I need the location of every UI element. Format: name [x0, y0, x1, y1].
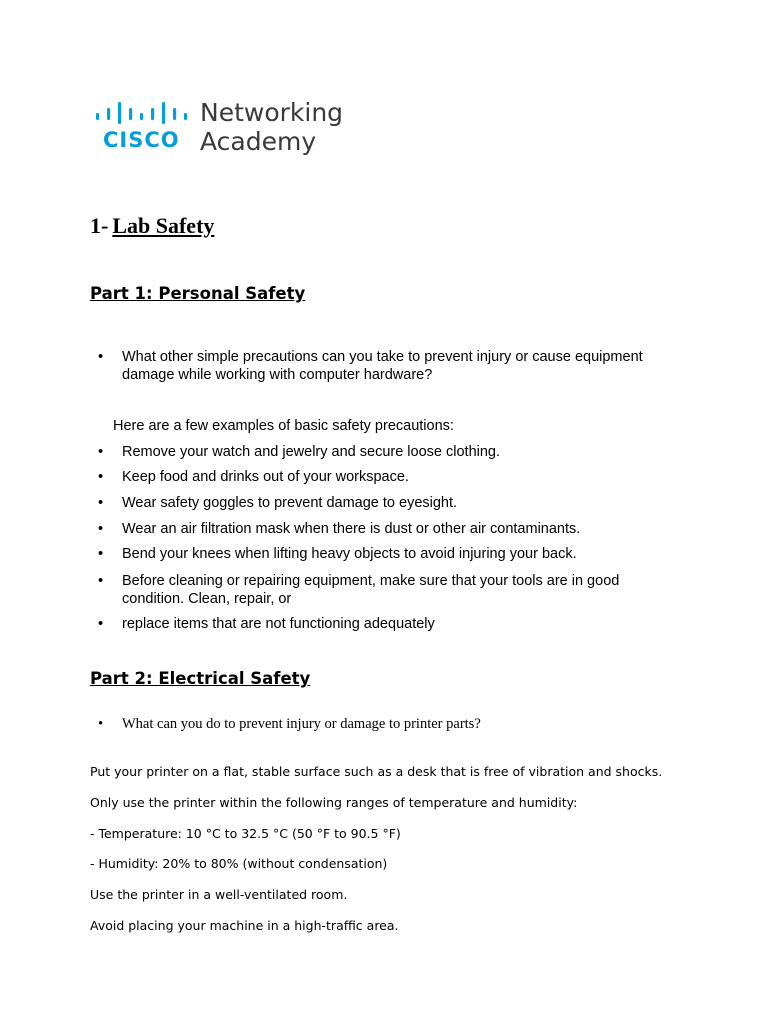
part2-question-text: What can you do to prevent injury or damage to printer parts?	[122, 716, 481, 732]
list-item-text: replace items that are not functioning adequately	[122, 616, 435, 632]
bullet-icon: •	[98, 616, 104, 632]
section-number: 1-	[90, 213, 109, 238]
logo-line-networking: Networking	[200, 98, 344, 127]
part1-question-text: What other simple precautions can you take to prevent injury or cause equipment damage while working with computer hardware?	[122, 349, 643, 383]
part2-paragraph: - Temperature: 10 °C to 32.5 °C (50 °F to 90.5 °F)	[90, 826, 401, 841]
section-title: Lab Safety	[112, 213, 215, 238]
list-item	[90, 468, 690, 486]
bullet-icon: •	[98, 495, 104, 511]
list-item-text: Remove your watch and jewelry and secure loose clothing.	[122, 444, 501, 460]
bullet-icon: •	[98, 521, 104, 537]
bullet-icon: •	[98, 469, 104, 485]
list-item	[90, 520, 690, 538]
bullet-icon: •	[98, 546, 104, 562]
bullet-icon: •	[98, 444, 104, 460]
bullet-icon: •	[98, 573, 104, 589]
list-item	[90, 494, 690, 512]
list-item-text: Wear safety goggles to prevent damage to eyesight.	[122, 495, 458, 511]
part2-heading: Part 2: Electrical Safety	[90, 669, 311, 688]
part2-paragraph: Put your printer on a flat, stable surface such as a desk that is free of vibration and shocks.	[90, 764, 663, 779]
list-item	[90, 545, 690, 563]
list-item-text: Keep food and drinks out of your workspace.	[122, 469, 409, 485]
logo-academy-text	[200, 98, 343, 156]
part2-paragraph: - Humidity: 20% to 80% (without condensation)	[90, 856, 388, 871]
cisco-networking-academy-logo	[96, 96, 356, 162]
bullet-icon: •	[98, 716, 104, 732]
cisco-bars-icon	[96, 102, 188, 124]
list-item	[90, 615, 690, 633]
list-item	[90, 443, 690, 461]
part2-paragraph: Only use the printer within the following ranges of temperature and humidity:	[90, 795, 578, 810]
part2-paragraph: Avoid placing your machine in a high-traffic area.	[90, 918, 399, 933]
part2-question	[90, 715, 690, 733]
section-heading	[90, 212, 214, 240]
part2-paragraph: Use the printer in a well-ventilated room.	[90, 887, 348, 902]
list-item	[90, 572, 670, 608]
list-item-text: Before cleaning or repairing equipment, make sure that your tools are in good condition. Clean, repair, or	[122, 573, 620, 607]
logo-line-academy: Academy	[200, 127, 317, 156]
cisco-wordmark: CISCO	[103, 128, 180, 152]
bullet-icon: •	[98, 349, 104, 365]
part1-heading: Part 1: Personal Safety	[90, 284, 306, 303]
part1-question	[90, 348, 690, 384]
list-item-text: Wear an air filtration mask when there is dust or other air contaminants.	[122, 521, 581, 537]
list-item-text: Bend your knees when lifting heavy objects to avoid injuring your back.	[122, 546, 577, 562]
part1-intro: Here are a few examples of basic safety precautions:	[113, 418, 454, 434]
